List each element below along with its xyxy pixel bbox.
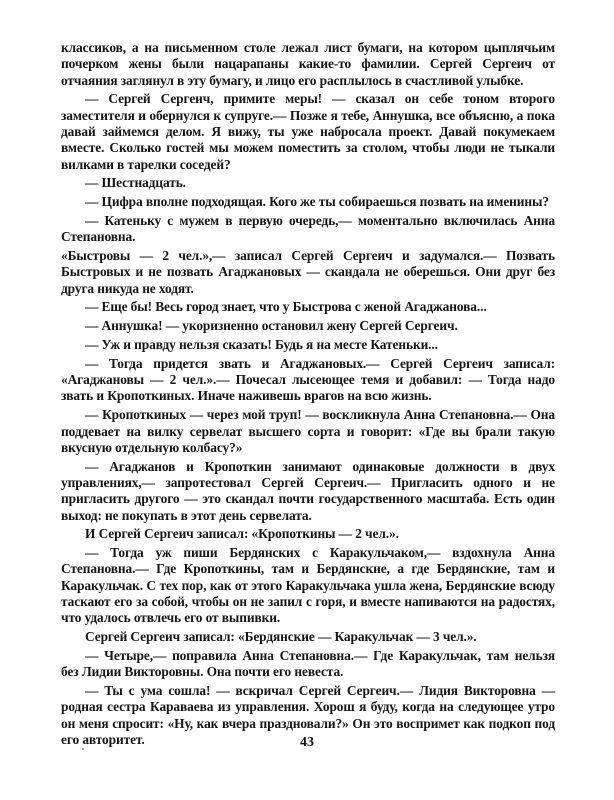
paragraph: И Сергей Сергеич записал: «Кропоткины — 2 чел.». <box>85 526 399 542</box>
page-number: 43 <box>300 735 314 750</box>
paragraph: — Цифра вполне подходящая. Кого же ты собираешься позвать на именины? <box>85 194 549 210</box>
paragraph: — Тогда придется звать и Агаджановых.— Сергей Сергеич записал: «Агаджановы — 2 чел.».— Почесал лысеющее темя и добавил: — Тогда надо звать и Кропоткиных. Иначе наживешь врагов на всю жизнь. <box>61 355 555 404</box>
paragraph: — Еще бы! Весь город знает, что у Быстрова с женой Агаджанова... <box>85 299 487 315</box>
paragraph: — Четыре,— поправила Анна Степановна.— Где Каракульчак, там нельзя без Лидии Викторовны. Она почти его невеста. <box>61 647 555 680</box>
paragraph: — Уж и правду нельзя сказать! Будь я на месте Катеньки... <box>85 337 438 353</box>
paragraph: — Агаджанов и Кропоткин занимают одинаковые должности в двух управлениях,— запротестовал Сергей Сергеич.— Пригласить одного и не пригласить другого — это скандал почти государственного масштаба. Есть один выход: не покупать в этот день сервелата. <box>61 458 555 523</box>
page-body <box>61 40 555 751</box>
paragraph: — Тогда уж пиши Бердянских с Каракульчаком,— вздохнула Анна Степановна.— Где Кропоткины, там и Бердянские, а где Бердянские, там и Каракульчак. С тех пор, как от этого Каракульчака ушла жена, Бердянские всюду таскают его за собой, чтобы он не запил с горя, и вместе напиваются на радостях, что удалось отвлечь его от выпивки. <box>61 545 555 626</box>
paragraph: — Кропоткиных — через мой труп! — воскликнула Анна Степановна.— Она поддевает на вилку сервелат высшего сорта и говорит: «Где вы брали такую вкусную отдельную колбасу?» <box>61 407 555 455</box>
paragraph: классиков, а на письменном столе лежал лист бумаги, на котором цыплячьим почерком жены были нацарапаны какие-то фамилии. Сергей Сергеич от отчаяния заглянул в эту бумагу, и лицо его расплылось в счастливой улыбке. <box>61 40 555 88</box>
paragraph: — Шестнадцать. <box>85 175 186 191</box>
paragraph: — Катеньку с мужем в первую очередь,— моментально включилась Анна Степановна. <box>61 212 555 245</box>
paragraph: — Аннушка! — укоризненно остановил жену Сергей Сергеич. <box>85 318 458 334</box>
paragraph: «Быстровы — 2 чел.»,— записал Сергей Сергеич и задумался.— Позвать Быстровых и не позвать Агаджановых — скандала не оберешься. Они друг без друга никуда не ходят. <box>61 248 555 296</box>
paragraph: — Ты с ума сошла! — вскричал Сергей Сергеич.— Лидия Викторовна — родная сестра Караваева из управления. Хорош я буду, когда на следующее утро он меня спросит: «Ну, как вчера праздновали?» Он это воспримет как подкоп под его авторитет. <box>61 682 555 747</box>
paragraph: — Сергей Сергеич, примите меры! — сказал он себе тоном второго заместителя и обернулся к супруге.— Позже я тебе, Аннушка, все объясню, а пока давай займемся делом. Я вижу, ты уже набросала проект. Давай покумекаем вместе. Сколько гостей мы можем поместить за столом, чтобы люди не тыкали вилками в тарелки соседей? <box>61 91 555 172</box>
paragraph: Сергей Сергеич записал: «Бердянские — Каракульчак — 3 чел.». <box>85 629 477 645</box>
